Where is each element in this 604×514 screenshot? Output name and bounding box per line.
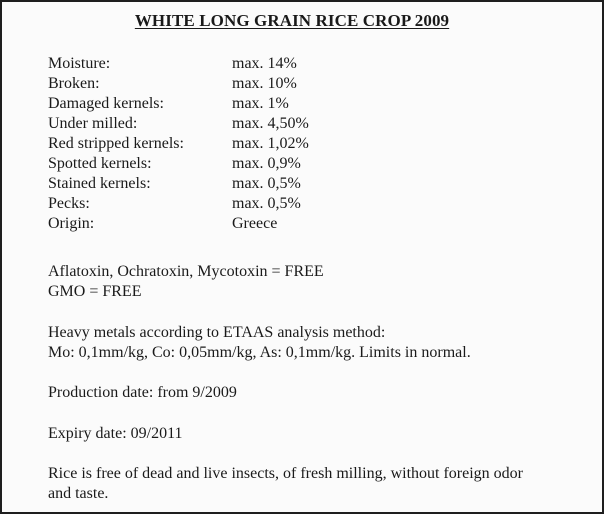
spec-label: Spotted kernels: [48, 155, 152, 172]
spec-row-stained-kernels [48, 174, 468, 194]
spec-row-pecks [48, 194, 468, 214]
spec-label: Stained kernels: [48, 175, 151, 192]
spec-row-red-stripped-kernels [48, 134, 468, 154]
spec-value: max. 4,50% [232, 115, 309, 132]
spec-row-origin [48, 214, 468, 234]
spec-value: max. 0,5% [232, 175, 301, 192]
heavy-metals-values: Mo: 0,1mm/kg, Co: 0,05mm/kg, As: 0,1mm/kg. Limits in normal. [48, 344, 471, 361]
document-title: WHITE LONG GRAIN RICE CROP 2009 [134, 11, 450, 30]
spec-label: Damaged kernels: [48, 95, 164, 112]
spec-label: Origin: [48, 215, 95, 232]
spec-value: max. 14% [232, 55, 297, 72]
heavy-metals-heading: Heavy metals according to ETAAS analysis method: [48, 324, 386, 341]
toxin-statement [48, 262, 578, 302]
spec-value: max. 1,02% [232, 135, 309, 152]
toxin-line: Aflatoxin, Ochratoxin, Mycotoxin = FREE [48, 263, 324, 280]
expiry-date: Expiry date: 09/2011 [48, 425, 183, 442]
spec-value: max. 0,5% [232, 195, 301, 212]
spec-row-moisture [48, 54, 468, 74]
gmo-line: GMO = FREE [48, 283, 142, 300]
spec-row-broken [48, 74, 468, 94]
spec-label: Red stripped kernels: [48, 135, 184, 152]
spec-row-damaged-kernels [48, 94, 468, 114]
production-date: Production date: from 9/2009 [48, 384, 237, 401]
spec-label: Broken: [48, 75, 100, 92]
spec-table [48, 54, 468, 234]
insect-line-2: and taste. [48, 485, 109, 502]
insect-line-1: Rice is free of dead and live insects, of fresh milling, without foreign odor [48, 465, 523, 482]
heavy-metals-statement [48, 323, 578, 363]
spec-label: Under milled: [48, 115, 138, 132]
spec-label: Moisture: [48, 55, 111, 72]
spec-label: Pecks: [48, 195, 90, 212]
spec-value: max. 1% [232, 95, 289, 112]
spec-value: max. 0,9% [232, 155, 301, 172]
spec-row-under-milled [48, 114, 468, 134]
spec-value: Greece [232, 215, 278, 232]
insect-statement [48, 464, 578, 504]
spec-row-spotted-kernels [48, 154, 468, 174]
spec-value: max. 10% [232, 75, 297, 92]
